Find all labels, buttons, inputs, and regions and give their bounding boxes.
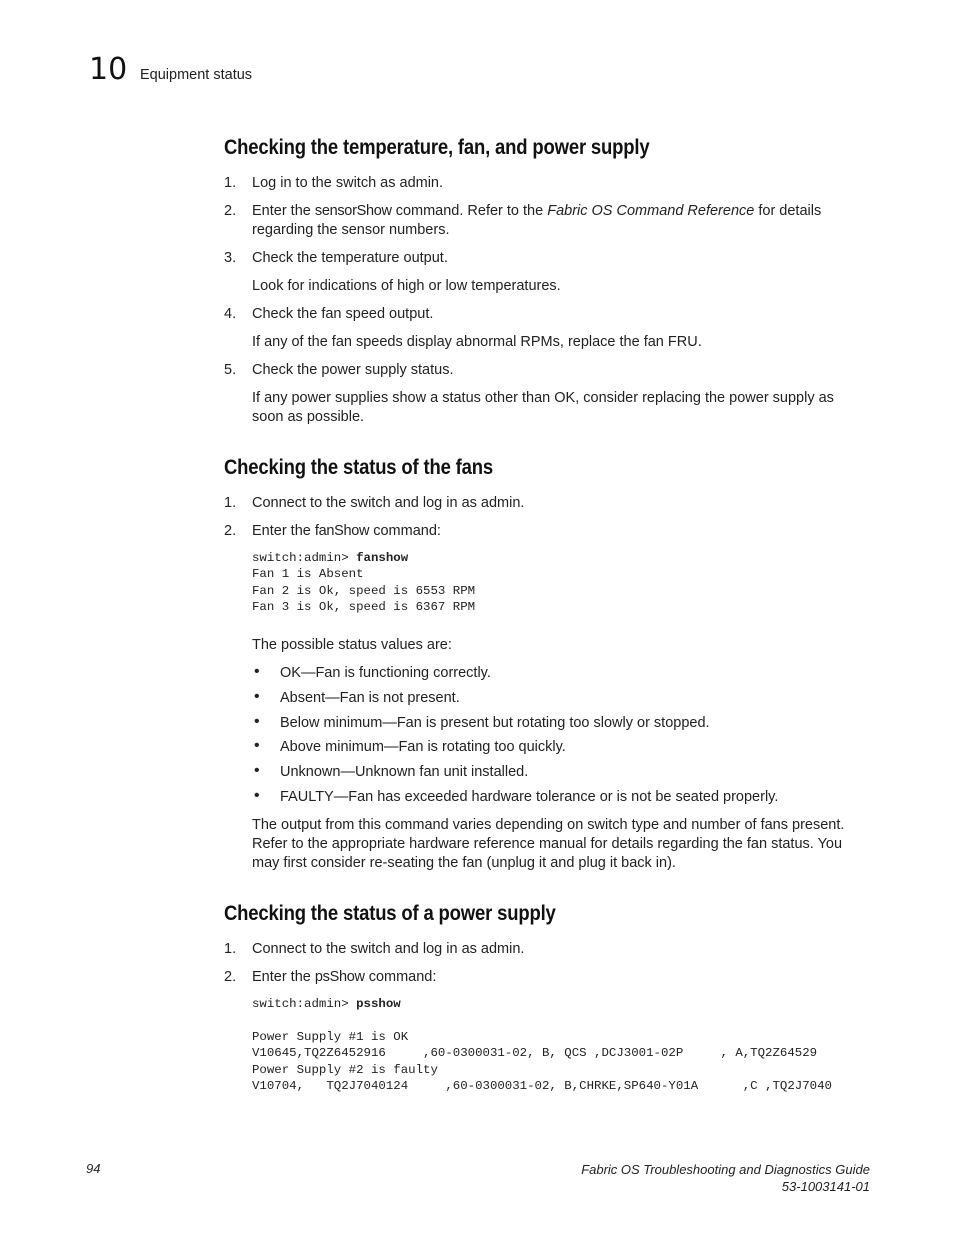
section-heading-fans: Checking the status of the fans <box>224 455 493 479</box>
step-text-part: command. Refer to the <box>391 203 548 219</box>
step-item <box>224 305 864 324</box>
status-intro: The possible status values are: <box>252 637 452 653</box>
step-number: 5. <box>224 362 237 378</box>
status-value: Below minimum—Fan is present but rotating too slowly or stopped. <box>280 715 710 731</box>
step-number: 1. <box>224 175 237 191</box>
step-number: 1. <box>224 495 237 511</box>
code-prompt: switch:admin> <box>252 997 357 1011</box>
step-text-part: Enter the <box>252 969 315 985</box>
code-command: fanshow <box>356 551 409 565</box>
step-item <box>224 249 864 268</box>
list-item <box>252 763 864 782</box>
fan-closing-paragraph: The output from this command varies depending on switch type and number of fans present. Refer to the appropriate hardware reference manual for details regarding the fan status. You may first consider re-seating the fan (unplug it and plug it back in). <box>252 817 845 871</box>
step-text: Log in to the switch as admin. <box>252 175 444 191</box>
step-text-part: for details regarding the sensor numbers. <box>252 203 822 238</box>
step-number: 1. <box>224 941 237 957</box>
list-item <box>252 788 864 807</box>
status-value: OK—Fan is functioning correctly. <box>280 665 491 681</box>
chapter-title: Equipment status <box>140 67 253 83</box>
step-text-part: command: <box>369 523 441 539</box>
step-item <box>224 202 864 240</box>
code-line: Fan 2 is Ok, speed is 6553 RPM <box>252 583 476 598</box>
list-item <box>252 689 864 708</box>
command-name: fanShow <box>314 523 370 539</box>
page-number: 94 <box>86 1161 101 1176</box>
chapter-number: 10 <box>89 52 128 87</box>
code-command: psshow <box>356 997 401 1011</box>
step-text: Check the temperature output. <box>252 250 448 266</box>
status-value: Absent—Fan is not present. <box>280 690 460 706</box>
step-text-part: Enter the <box>252 203 315 219</box>
code-line: Fan 1 is Absent <box>252 567 364 582</box>
section-heading-power-supply: Checking the status of a power supply <box>224 901 556 925</box>
code-line: V10704, TQ2J7040124 ,60-0300031-02, B,CHRKE,SP640-Y01A ,C ,TQ2J7040 <box>252 1079 832 1094</box>
step-text-part: command: <box>364 969 437 985</box>
list-item <box>252 664 864 683</box>
bullet-marker: • <box>254 787 260 804</box>
list-item <box>252 714 864 733</box>
code-line: Fan 3 is Ok, speed is 6367 RPM <box>252 600 476 615</box>
step-item <box>224 174 864 193</box>
step-number: 3. <box>224 250 237 266</box>
step-text <box>252 202 864 240</box>
bullet-marker: • <box>254 663 260 680</box>
bullet-marker: • <box>254 737 260 754</box>
code-line: Power Supply #2 is faulty <box>252 1062 438 1077</box>
step-number: 4. <box>224 306 237 322</box>
command-name: sensorShow <box>314 203 392 219</box>
step-text: Connect to the switch and log in as admin. <box>252 495 525 511</box>
reference-title: Fabric OS Command Reference <box>547 203 755 219</box>
step-text: Check the power supply status. <box>252 362 454 378</box>
status-value: Unknown—Unknown fan unit installed. <box>280 764 529 780</box>
footer-doc-info <box>581 1161 870 1195</box>
doc-title: Fabric OS Troubleshooting and Diagnostics Guide <box>581 1162 870 1177</box>
step-text <box>252 968 864 987</box>
step-item <box>224 522 864 541</box>
list-item <box>252 738 864 757</box>
code-block-psshow <box>252 996 832 1094</box>
status-value: Above minimum—Fan is rotating too quickly. <box>280 739 566 755</box>
code-line: V10645,TQ2Z6452916 ,60-0300031-02, B, QCS ,DCJ3001-02P , A,TQ2Z64529 <box>252 1046 818 1061</box>
code-block-fanshow <box>252 550 475 616</box>
step-note: If any power supplies show a status other than OK, consider replacing the power supply as soon as possible. <box>252 390 834 425</box>
step-note: Look for indications of high or low temperatures. <box>252 278 561 294</box>
code-prompt: switch:admin> <box>252 551 357 565</box>
bullet-marker: • <box>254 688 260 705</box>
code-line: Power Supply #1 is OK <box>252 1029 409 1044</box>
step-text: Check the fan speed output. <box>252 306 434 322</box>
doc-number: 53-1003141-01 <box>781 1179 870 1194</box>
command-name: psShow <box>314 969 365 985</box>
step-text-part: Enter the <box>252 523 315 539</box>
step-note: If any of the fan speeds display abnormal RPMs, replace the fan FRU. <box>252 334 702 350</box>
step-item <box>224 494 864 513</box>
section-heading-temperature: Checking the temperature, fan, and power supply <box>224 135 650 159</box>
step-number: 2. <box>224 969 237 985</box>
step-number: 2. <box>224 523 237 539</box>
bullet-marker: • <box>254 762 260 779</box>
bullet-marker: • <box>254 713 260 730</box>
step-text <box>252 522 864 541</box>
step-item <box>224 940 864 959</box>
step-text: Connect to the switch and log in as admin. <box>252 941 525 957</box>
step-item <box>224 361 864 380</box>
step-item <box>224 968 864 987</box>
status-value: FAULTY—Fan has exceeded hardware tolerance or is not be seated properly. <box>280 789 779 805</box>
step-number: 2. <box>224 203 237 219</box>
